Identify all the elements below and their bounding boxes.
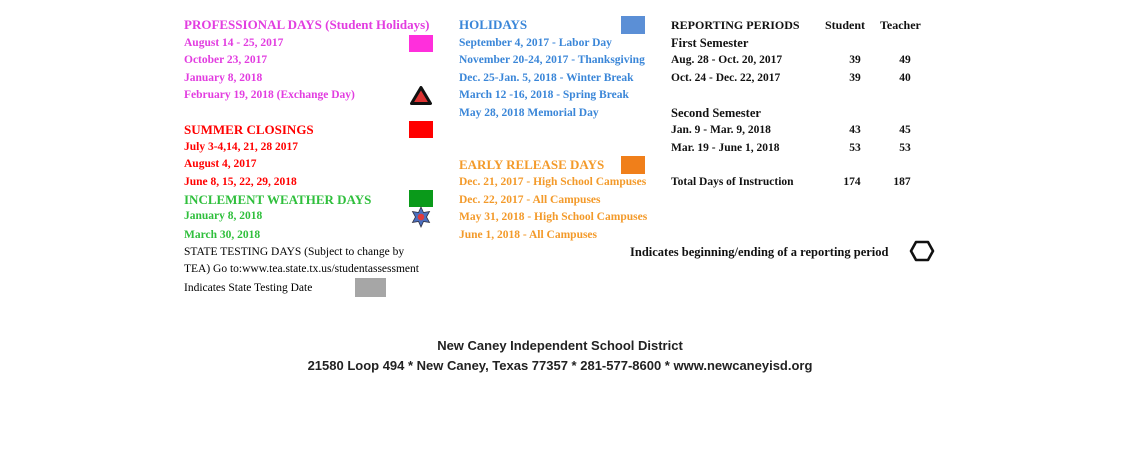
early-release-swatch: [621, 156, 645, 174]
reporting-period-row: Oct. 24 - Dec. 22, 2017: [671, 72, 781, 84]
professional-days-title: PROFESSIONAL DAYS (Student Holidays): [184, 17, 430, 32]
district-name: New Caney Independent School District: [437, 338, 683, 353]
reporting-teacher-days: 49: [899, 54, 911, 66]
summer-closing-1: July 3-4,14, 21, 28 2017: [184, 141, 299, 153]
early-release-title: EARLY RELEASE DAYS: [459, 157, 605, 172]
professional-day-2: October 23, 2017: [184, 54, 268, 66]
district-address: 21580 Loop 494 * New Caney, Texas 77357 * 281-577-8600 * www.newcaneyisd.org: [307, 358, 813, 373]
reporting-period-row: Jan. 9 - Mar. 9, 2018: [671, 124, 771, 136]
reporting-teacher-days: 45: [899, 124, 911, 136]
early-release-1: Dec. 21, 2017 - High School Campuses: [459, 176, 647, 188]
teacher-column-header: Teacher: [880, 18, 921, 32]
early-release-2: Dec. 22, 2017 - All Campuses: [459, 194, 601, 206]
early-release-4: June 1, 2018 - All Campuses: [459, 229, 598, 241]
holidays-title: HOLIDAYS: [459, 17, 528, 32]
state-testing-swatch: [355, 278, 386, 297]
second-semester-label: Second Semester: [671, 106, 761, 120]
first-semester-label: First Semester: [671, 36, 749, 50]
holiday-5: May 28, 2018 Memorial Day: [459, 107, 599, 119]
holiday-1: September 4, 2017 - Labor Day: [459, 37, 612, 49]
total-teacher-days: 187: [893, 176, 911, 188]
reporting-period-row: Aug. 28 - Oct. 20, 2017: [671, 54, 783, 66]
reporting-student-days: 39: [849, 72, 861, 84]
reporting-student-days: 43: [849, 124, 861, 136]
holidays-swatch: [621, 16, 645, 34]
hexagon-icon: [909, 240, 935, 262]
warning-triangle-icon: [410, 86, 432, 105]
star-badge-icon: [410, 206, 432, 228]
state-testing-line-2: TEA) Go to:www.tea.state.tx.us/studentassessment: [184, 263, 419, 275]
summer-closings-swatch: [409, 121, 433, 138]
reporting-teacher-days: 40: [899, 72, 911, 84]
reporting-student-days: 39: [849, 54, 861, 66]
summer-closing-2: August 4, 2017: [184, 158, 257, 170]
summer-closing-3: June 8, 15, 22, 29, 2018: [184, 176, 297, 188]
holiday-2: November 20-24, 2017 - Thanksgiving: [459, 54, 645, 66]
professional-days-swatch: [409, 35, 433, 52]
state-testing-line-1: STATE TESTING DAYS (Subject to change by: [184, 246, 405, 258]
professional-day-1: August 14 - 25, 2017: [184, 37, 284, 49]
total-days-label: Total Days of Instruction: [671, 176, 794, 188]
reporting-periods-title: REPORTING PERIODS: [671, 18, 800, 32]
summer-closings-title: SUMMER CLOSINGS: [184, 122, 314, 137]
reporting-student-days: 53: [849, 142, 861, 154]
reporting-period-row: Mar. 19 - June 1, 2018: [671, 142, 780, 154]
early-release-3: May 31, 2018 - High School Campuses: [459, 211, 648, 223]
state-testing-indicator-label: Indicates State Testing Date: [184, 282, 313, 294]
inclement-weather-title: INCLEMENT WEATHER DAYS: [184, 192, 372, 207]
inclement-weather-swatch: [409, 190, 433, 207]
holiday-3: Dec. 25-Jan. 5, 2018 - Winter Break: [459, 72, 634, 84]
inclement-day-2: March 30, 2018: [184, 229, 261, 241]
student-column-header: Student: [825, 18, 866, 32]
professional-day-4: February 19, 2018 (Exchange Day): [184, 89, 355, 101]
reporting-teacher-days: 53: [899, 142, 911, 154]
reporting-marker-label: Indicates beginning/ending of a reporting period: [630, 245, 889, 259]
holiday-4: March 12 -16, 2018 - Spring Break: [459, 89, 629, 101]
inclement-day-1: January 8, 2018: [184, 210, 263, 222]
total-student-days: 174: [843, 176, 861, 188]
professional-day-3: January 8, 2018: [184, 72, 263, 84]
